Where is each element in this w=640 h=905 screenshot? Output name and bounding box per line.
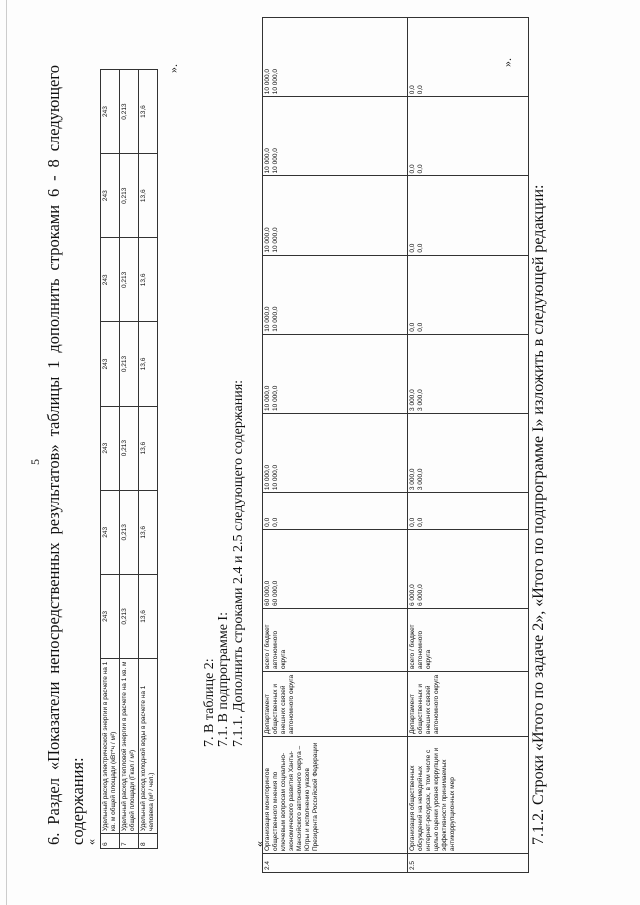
funding-total: 6 000,0 [409,584,416,606]
funding-total: 3 000,0 [409,468,416,491]
row-number: 7 [120,834,139,849]
indicator-value: 243 [101,406,120,490]
indicator-value: 243 [101,238,120,322]
indicator-value: 0,213 [120,70,139,154]
funding-budget: 0,0 [417,164,424,174]
funding-value [263,529,408,608]
indicator-name: Удельный расход электрической энергии в расчете на 1 кв. м общей площади (кВт*ч / м²) [101,659,120,834]
indicator-value: 0,213 [120,406,139,490]
indicator-value: 13,6 [139,490,158,574]
funding-total: 0,0 [264,517,271,527]
funding-value [263,18,408,97]
funding-value [408,529,529,608]
funding-budget: 0,0 [417,517,424,527]
funding-total: 10 000,0 [264,227,271,253]
funding-budget: 60 000,0 [272,580,279,606]
indicator-value: 13,6 [139,406,158,490]
activity-executor: Департамент общественных и внешних связей автономного округа [263,672,408,737]
funding-budget: 3 000,0 [417,468,424,491]
indicator-value: 0,213 [120,574,139,658]
funding-value [408,255,529,334]
indicator-value: 13,6 [139,70,158,154]
funding-value [408,97,529,176]
funding-budget: 0,0 [417,322,424,332]
close-quote: ». [166,64,180,73]
section-6-heading: 6. Раздел «Показатели непосредственных результатов» таблицы 1 дополнить строками 6 - 8 следующего содержания: [44,65,87,845]
open-quote-2: « [252,841,266,847]
funding-value [263,97,408,176]
funding-budget: 3 000,0 [417,389,424,411]
funding-total: 10 000,0 [264,68,271,95]
funding-budget: 0,0 [272,517,279,527]
indicator-value: 0,213 [120,154,139,238]
funding-total: 0,0 [409,322,416,332]
row-number: 6 [101,834,120,849]
indicator-value: 243 [101,70,120,154]
funding-budget: 6 000,0 [417,584,424,606]
section-7-1-1-heading: 7.1.1. Дополнить строками 2.4 и 2.5 следующего содержания: [231,379,246,747]
funding-value [408,176,529,255]
activity-executor: Департамент общественных и внешних связей автономного округа [408,672,529,737]
activity-activity: Организация общественных обсуждений на немедийных интернет-ресурсах, в том числе с целью оценки уровня коррупции и эффективности принимаемых антикоррупционных мер [408,737,529,854]
funding-total: 10 000,0 [264,464,271,491]
activity-source: всего / бюджет автономного округа [408,609,529,672]
activity-activity: Организация мониторингов общественного мнения по ключевым вопросам социально-экономического развития Ханты-Мансийского автономного округа – Югры и исполнению указов Президента Российской Федерации [263,737,408,854]
indicator-value: 13,6 [139,154,158,238]
funding-total: 0,0 [409,164,416,174]
funding-total: 10 000,0 [264,306,271,332]
indicator-value: 0,213 [120,490,139,574]
results-row [139,70,158,849]
activity-row [408,18,529,873]
indicator-name: Удельный расход холодной воды в расчете на 1 человека (м³ / чел.) [139,659,158,834]
funding-total: 0,0 [409,517,416,527]
indicator-value: 243 [101,154,120,238]
page-number: 5 [28,459,42,465]
funding-budget: 10 000,0 [272,227,279,253]
funding-value [263,493,408,530]
funding-value [263,334,408,413]
funding-budget: 0,0 [417,85,424,95]
indicator-value: 13,6 [139,574,158,658]
funding-total: 3 000,0 [409,389,416,411]
section-7-heading: 7. В таблице 2: [202,658,217,747]
activity-num: 2.5 [408,854,529,873]
program-table [262,17,529,873]
row-number: 8 [139,834,158,849]
open-quote: « [84,839,98,845]
funding-budget: 10 000,0 [272,306,279,332]
funding-budget: 10 000,0 [272,385,279,411]
funding-value [408,493,529,530]
funding-total: 0,0 [409,85,416,95]
funding-value [408,413,529,492]
indicator-value: 13,6 [139,322,158,406]
funding-value [263,413,408,492]
activity-row [263,18,408,873]
funding-total: 0,0 [409,243,416,253]
funding-total: 60 000,0 [264,580,271,606]
funding-total: 10 000,0 [264,148,271,174]
activity-source: всего / бюджет автономного округа [263,609,408,672]
funding-budget: 0,0 [417,243,424,253]
indicator-value: 243 [101,574,120,658]
funding-value [408,334,529,413]
indicator-value: 243 [101,322,120,406]
indicator-name: Удельный расход тепловой энергии в расчете на 1 кв. м общей площади (Гкал / м²) [120,659,139,834]
indicator-value: 243 [101,490,120,574]
indicator-value: 0,213 [120,322,139,406]
indicator-value: 0,213 [120,238,139,322]
results-row [101,70,120,849]
results-table [100,69,158,849]
results-row [120,70,139,849]
section-7-1-2-heading: 7.1.2. Строки «Итого по задаче 2», «Итого по подпрограмме I» изложить в следующей редакции: [530,184,547,845]
funding-budget: 10 000,0 [272,464,279,491]
funding-value [263,176,408,255]
funding-total: 10 000,0 [264,385,271,411]
section-7-1-heading: 7.1. В подпрограмме I: [216,612,231,747]
funding-value [263,255,408,334]
indicator-value: 13,6 [139,238,158,322]
funding-budget: 10 000,0 [272,148,279,174]
funding-budget: 10 000,0 [272,68,279,95]
activity-num: 2.4 [263,854,408,873]
close-quote-2: ». [500,58,514,67]
